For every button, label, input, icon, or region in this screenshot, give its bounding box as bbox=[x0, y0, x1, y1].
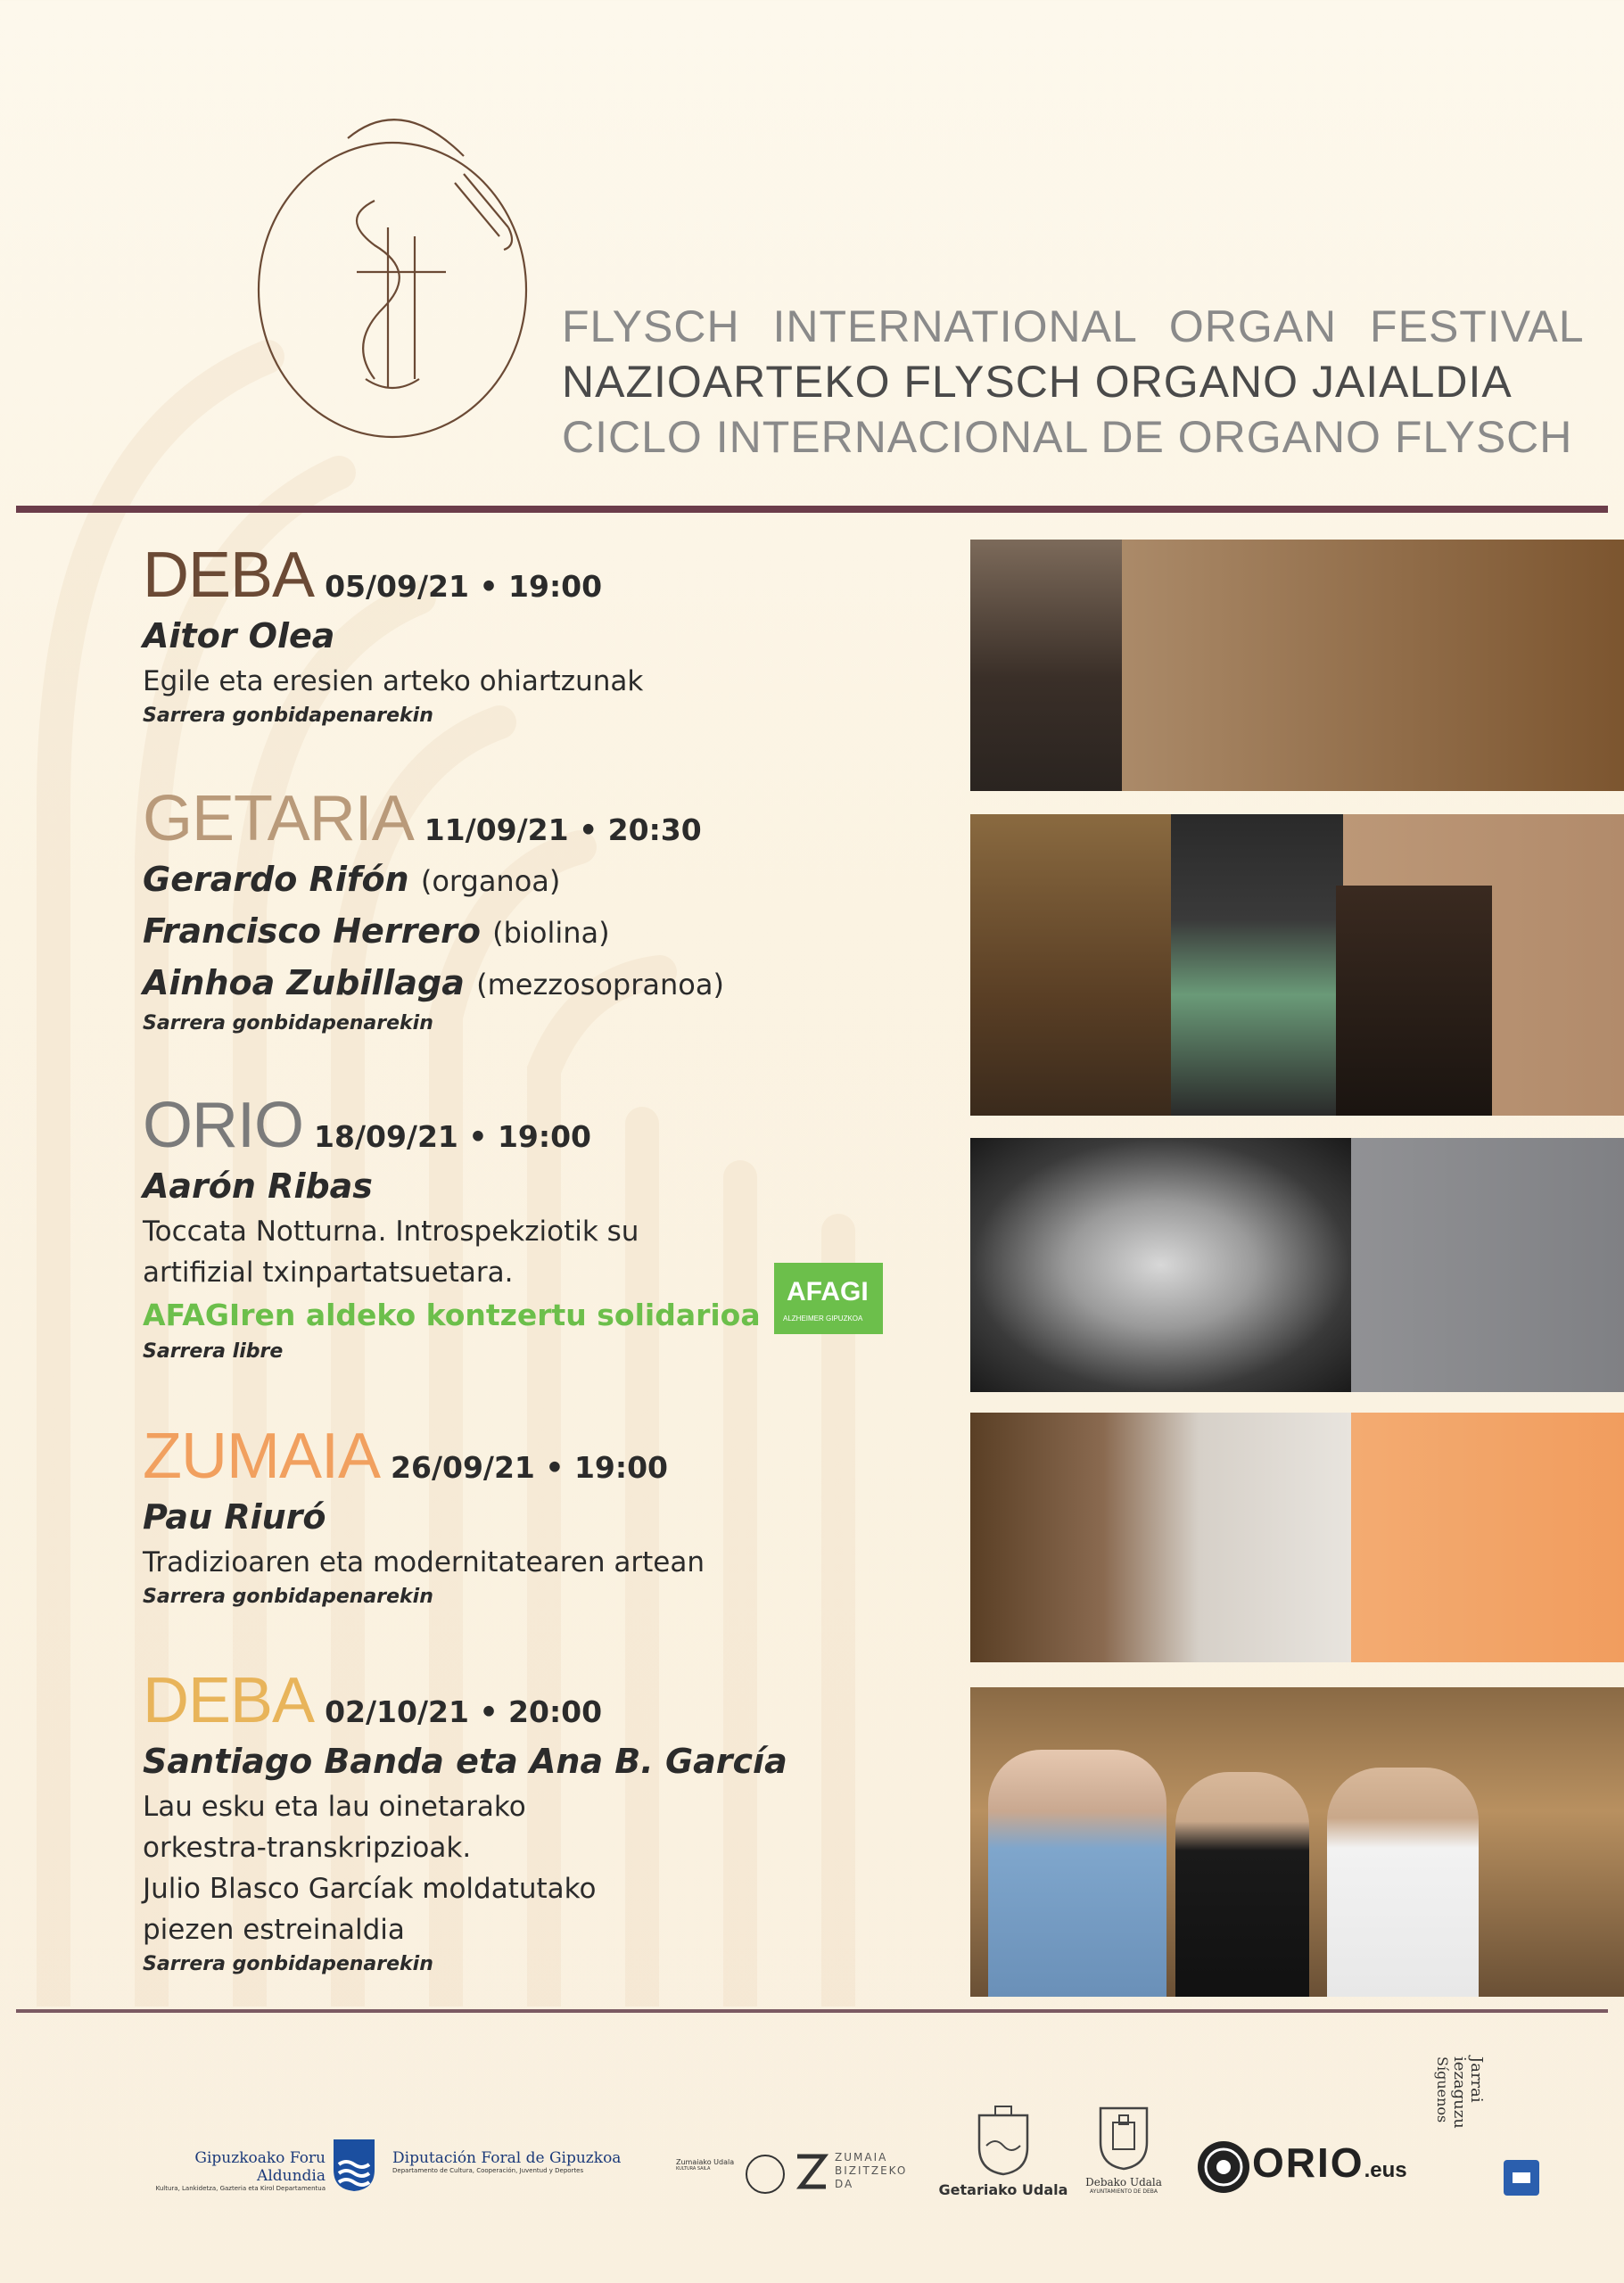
event-description: Lau esku eta lau oinetarako bbox=[143, 1791, 526, 1823]
event-description: Toccata Notturna. Introspekziotik su bbox=[143, 1216, 639, 1248]
performer-name: Francisco Herrero (biolina) bbox=[143, 911, 610, 951]
sponsor-gipuzkoa-es: Diputación Foral de Gipuzkoa Departamento de Cultura, Cooperación, Juventud y Deportes bbox=[392, 2149, 622, 2174]
performer-name: Gerardo Rifón (organoa) bbox=[143, 860, 561, 899]
sponsors-footer bbox=[0, 2051, 1624, 2283]
photo-ainhoa-zubillaga bbox=[1336, 886, 1492, 1116]
event-description: Egile eta eresien arteko ohiartzunak bbox=[143, 665, 644, 697]
event-photo-deba-2 bbox=[970, 1687, 1624, 1997]
entry-note: Sarrera gonbidapenarekin bbox=[143, 705, 433, 727]
entry-note: Sarrera gonbidapenarekin bbox=[143, 1953, 433, 1975]
follow-us-text: Jarrai iezaguzu Síguenos bbox=[1434, 2056, 1486, 2129]
top-divider bbox=[16, 506, 1608, 513]
entry-note: Sarrera gonbidapenarekin bbox=[143, 1012, 433, 1034]
event-date: 05/09/21 • 19:00 bbox=[325, 569, 603, 604]
festival-logo-icon bbox=[241, 85, 544, 459]
photo-santiago-banda bbox=[988, 1750, 1166, 1997]
event-description: orkestra-transkripzioak. bbox=[143, 1832, 472, 1864]
photo-aaron-ribas bbox=[970, 1138, 1351, 1392]
zumaia-seal-icon bbox=[746, 2155, 785, 2194]
deba-crest-icon bbox=[1095, 2103, 1152, 2172]
venue-name: GETARIA bbox=[143, 783, 414, 854]
event-photo-deba-1 bbox=[970, 540, 1624, 791]
venue-name: DEBA bbox=[143, 540, 315, 611]
performer-name: Pau Riuró bbox=[143, 1497, 326, 1537]
solidarity-highlight: AFAGIren aldeko kontzertu solidarioa bbox=[143, 1298, 761, 1332]
performer-name: Aarón Ribas bbox=[143, 1166, 373, 1206]
event-description: Julio Blasco Garcíak moldatutako bbox=[143, 1873, 597, 1905]
venue-name: DEBA bbox=[143, 1665, 315, 1736]
social-follow-icon[interactable] bbox=[1504, 2160, 1539, 2196]
event-photo-orio bbox=[970, 1138, 1624, 1392]
event-deba-2 bbox=[143, 1665, 945, 1979]
bottom-divider bbox=[16, 2009, 1608, 2013]
sponsor-deba: Debako Udala AYUNTAMIENTO DE DEBA bbox=[1085, 2176, 1162, 2195]
event-date: 18/09/21 • 19:00 bbox=[314, 1119, 592, 1154]
getaria-crest-icon bbox=[972, 2105, 1035, 2176]
title-spanish: CICLO INTERNACIONAL DE ORGANO FLYSCH bbox=[562, 412, 1573, 462]
sponsor-zumaia-udala: Zumaiako Udala KULTURA SAILA bbox=[676, 2158, 735, 2172]
event-description: artifizial txinpartatsuetara. bbox=[143, 1257, 514, 1289]
venue-name: ORIO bbox=[143, 1090, 304, 1161]
event-photo-zumaia bbox=[970, 1413, 1624, 1662]
festival-titles bbox=[562, 299, 1585, 465]
sponsor-orio: ORIO.eus bbox=[1252, 2139, 1407, 2186]
orio-crest-icon bbox=[1195, 2139, 1252, 2196]
afagi-logo-icon: AFAGI ALZHEIMER GIPUZKOA bbox=[774, 1263, 883, 1334]
entry-note: Sarrera gonbidapenarekin bbox=[143, 1586, 433, 1608]
sponsor-getaria: Getariako Udala bbox=[938, 2181, 1068, 2198]
event-date: 02/10/21 • 20:00 bbox=[325, 1694, 603, 1729]
event-getaria bbox=[143, 783, 945, 1038]
performer-name: Ainhoa Zubillaga (mezzosopranoa) bbox=[143, 963, 724, 1002]
photo-pau-riuro bbox=[970, 1413, 1351, 1662]
photo-aitor-olea bbox=[970, 540, 1122, 791]
sponsor-zumaia: ZUMAIA BIZITZEKO DA bbox=[835, 2151, 908, 2190]
event-description: piezen estreinaldia bbox=[143, 1914, 405, 1946]
event-deba-1 bbox=[143, 540, 945, 730]
sponsor-gipuzkoa-eu: Gipuzkoako Foru Aldundia Kultura, Lankidetza, Gazteria eta Kirol Departamentua bbox=[155, 2149, 326, 2192]
event-photo-getaria bbox=[970, 814, 1624, 1116]
performer-name: Aitor Olea bbox=[143, 616, 335, 655]
event-date: 26/09/21 • 19:00 bbox=[391, 1450, 669, 1485]
event-zumaia bbox=[143, 1421, 945, 1611]
gipuzkoa-shield-icon bbox=[332, 2138, 376, 2193]
event-date: 11/09/21 • 20:30 bbox=[424, 812, 702, 847]
title-basque: NAZIOARTEKO FLYSCH ORGANO JAIALDIA bbox=[562, 357, 1513, 407]
entry-note: Sarrera libre bbox=[143, 1340, 284, 1363]
photo-gerardo-rifon bbox=[970, 814, 1171, 1116]
photo-francisco-herrero bbox=[1171, 814, 1343, 1116]
photo-ana-b-garcia bbox=[1175, 1772, 1309, 1997]
venue-name: ZUMAIA bbox=[143, 1421, 381, 1492]
title-english: FLYSCH INTERNATIONAL ORGAN FESTIVAL bbox=[562, 301, 1585, 351]
performer-name: Santiago Banda eta Ana B. García bbox=[143, 1742, 787, 1781]
photo-third-performer bbox=[1327, 1768, 1479, 1997]
event-description: Tradizioaren eta modernitatearen artean bbox=[143, 1546, 705, 1578]
zumaia-z-icon bbox=[794, 2151, 829, 2194]
